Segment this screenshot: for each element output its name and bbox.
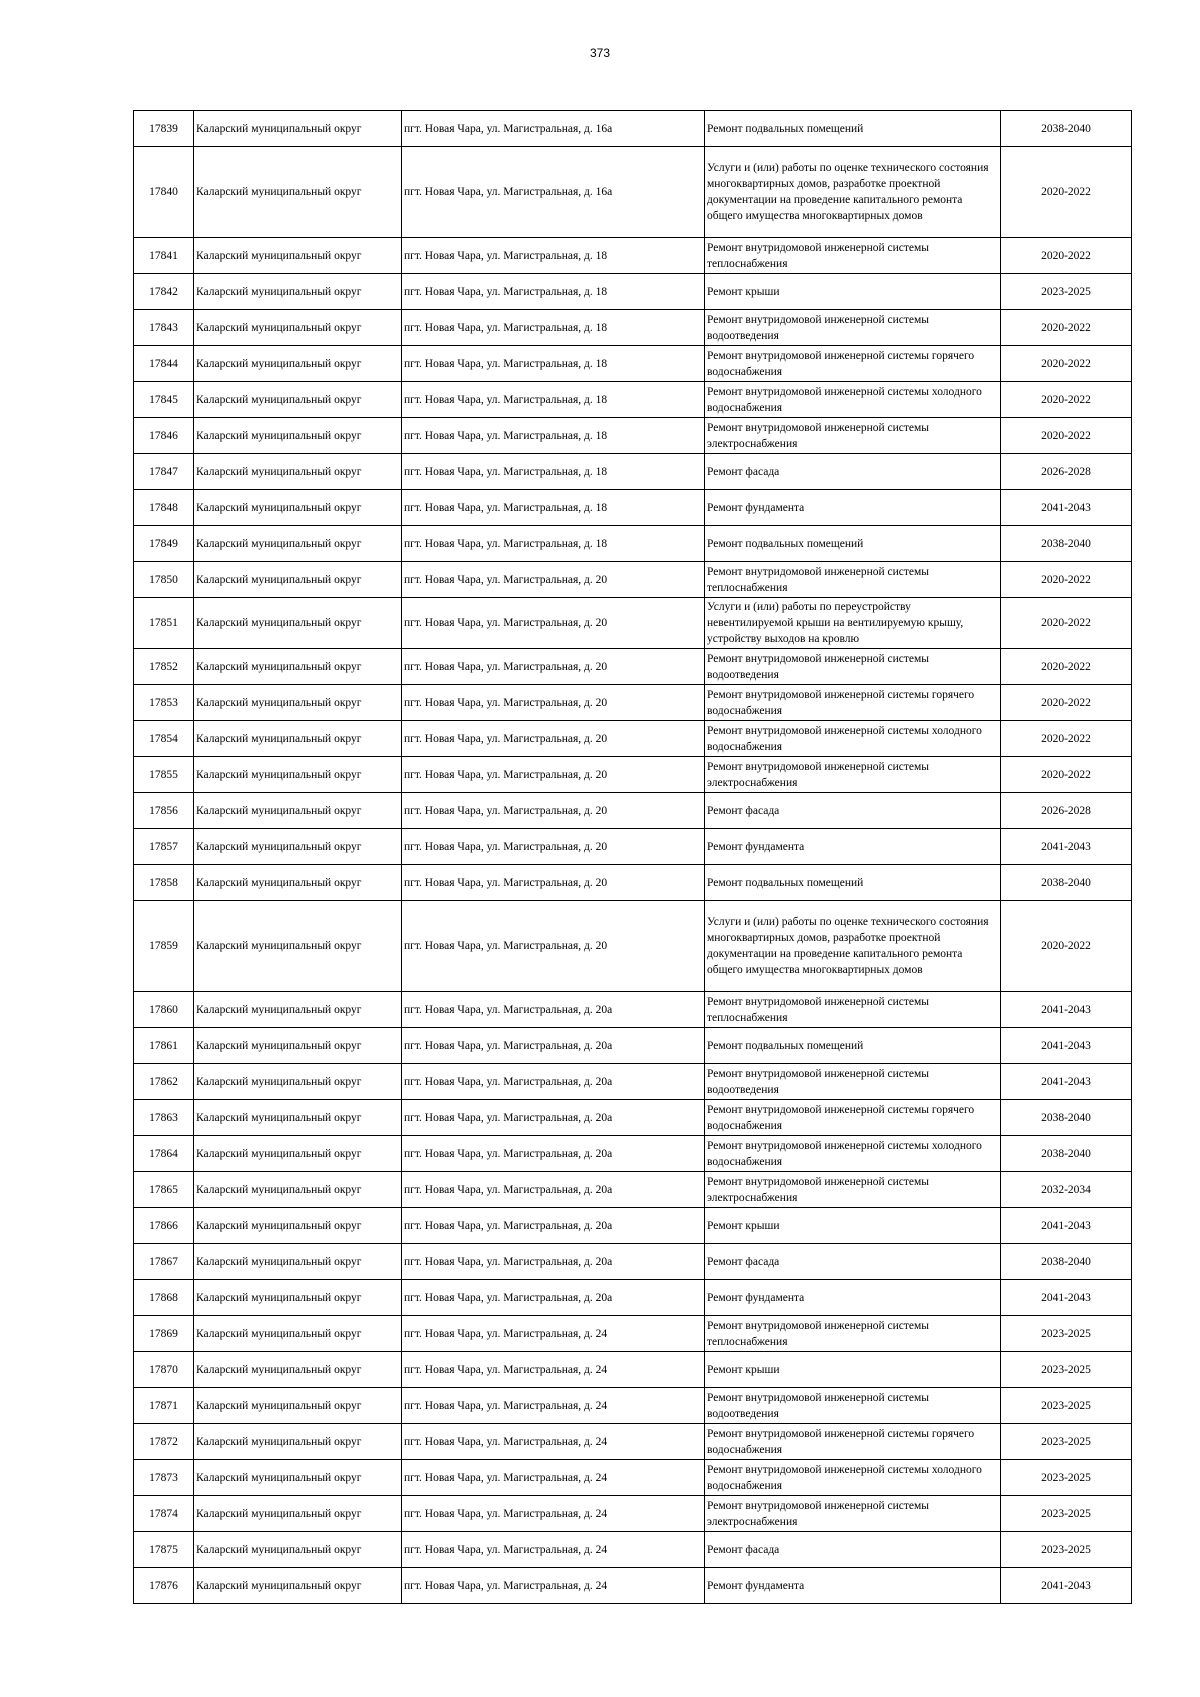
address-cell: пгт. Новая Чара, ул. Магистральная, д. 20а xyxy=(402,992,705,1028)
district-cell: Каларский муниципальный округ xyxy=(194,1244,402,1280)
table-row xyxy=(134,310,1132,346)
period-cell: 2026-2028 xyxy=(1001,454,1132,490)
address-cell: пгт. Новая Чара, ул. Магистральная, д. 18 xyxy=(402,490,705,526)
district-cell: Каларский муниципальный округ xyxy=(194,526,402,562)
row-number: 17856 xyxy=(134,793,194,829)
address-cell: пгт. Новая Чара, ул. Магистральная, д. 18 xyxy=(402,526,705,562)
row-number: 17853 xyxy=(134,685,194,721)
district-cell: Каларский муниципальный округ xyxy=(194,1532,402,1568)
row-number: 17858 xyxy=(134,865,194,901)
district-cell: Каларский муниципальный округ xyxy=(194,147,402,238)
table-row xyxy=(134,346,1132,382)
table-row xyxy=(134,562,1132,598)
period-cell: 2038-2040 xyxy=(1001,865,1132,901)
work-type-cell: Ремонт фундамента xyxy=(705,1568,1001,1604)
period-cell: 2023-2025 xyxy=(1001,274,1132,310)
district-cell: Каларский муниципальный округ xyxy=(194,1136,402,1172)
table-row xyxy=(134,1064,1132,1100)
table-row xyxy=(134,793,1132,829)
district-cell: Каларский муниципальный округ xyxy=(194,793,402,829)
table-row xyxy=(134,454,1132,490)
row-number: 17857 xyxy=(134,829,194,865)
table-row xyxy=(134,274,1132,310)
work-type-cell: Ремонт внутридомовой инженерной системы водоотведения xyxy=(705,649,1001,685)
table-row xyxy=(134,1424,1132,1460)
period-cell: 2023-2025 xyxy=(1001,1388,1132,1424)
work-type-cell: Ремонт внутридомовой инженерной системы горячего водоснабжения xyxy=(705,685,1001,721)
district-cell: Каларский муниципальный округ xyxy=(194,274,402,310)
row-number: 17855 xyxy=(134,757,194,793)
work-type-cell: Ремонт фасада xyxy=(705,1532,1001,1568)
table-row xyxy=(134,992,1132,1028)
work-type-cell: Ремонт фасада xyxy=(705,1244,1001,1280)
district-cell: Каларский муниципальный округ xyxy=(194,562,402,598)
district-cell: Каларский муниципальный округ xyxy=(194,1388,402,1424)
row-number: 17842 xyxy=(134,274,194,310)
row-number: 17845 xyxy=(134,382,194,418)
table-row xyxy=(134,490,1132,526)
address-cell: пгт. Новая Чара, ул. Магистральная, д. 20 xyxy=(402,901,705,992)
period-cell: 2041-2043 xyxy=(1001,490,1132,526)
page-number: 373 xyxy=(589,46,611,60)
work-type-cell: Ремонт внутридомовой инженерной системы горячего водоснабжения xyxy=(705,346,1001,382)
row-number: 17844 xyxy=(134,346,194,382)
period-cell: 2020-2022 xyxy=(1001,418,1132,454)
district-cell: Каларский муниципальный округ xyxy=(194,382,402,418)
table-row xyxy=(134,1532,1132,1568)
period-cell: 2041-2043 xyxy=(1001,1064,1132,1100)
period-cell: 2023-2025 xyxy=(1001,1424,1132,1460)
address-cell: пгт. Новая Чара, ул. Магистральная, д. 20а xyxy=(402,1244,705,1280)
work-type-cell: Ремонт внутридомовой инженерной системы холодного водоснабжения xyxy=(705,1460,1001,1496)
table-body xyxy=(134,111,1132,1604)
table-row xyxy=(134,901,1132,992)
address-cell: пгт. Новая Чара, ул. Магистральная, д. 24 xyxy=(402,1316,705,1352)
work-type-cell: Ремонт внутридомовой инженерной системы электроснабжения xyxy=(705,757,1001,793)
district-cell: Каларский муниципальный округ xyxy=(194,1172,402,1208)
row-number: 17876 xyxy=(134,1568,194,1604)
district-cell: Каларский муниципальный округ xyxy=(194,1568,402,1604)
work-type-cell: Ремонт внутридомовой инженерной системы холодного водоснабжения xyxy=(705,1136,1001,1172)
address-cell: пгт. Новая Чара, ул. Магистральная, д. 16а xyxy=(402,147,705,238)
district-cell: Каларский муниципальный округ xyxy=(194,418,402,454)
work-type-cell: Ремонт внутридомовой инженерной системы холодного водоснабжения xyxy=(705,382,1001,418)
table-row xyxy=(134,147,1132,238)
address-cell: пгт. Новая Чара, ул. Магистральная, д. 18 xyxy=(402,346,705,382)
table-row xyxy=(134,238,1132,274)
row-number: 17846 xyxy=(134,418,194,454)
table-row xyxy=(134,649,1132,685)
period-cell: 2041-2043 xyxy=(1001,1280,1132,1316)
work-type-cell: Ремонт внутридомовой инженерной системы горячего водоснабжения xyxy=(705,1424,1001,1460)
table-row xyxy=(134,865,1132,901)
district-cell: Каларский муниципальный округ xyxy=(194,865,402,901)
district-cell: Каларский муниципальный округ xyxy=(194,649,402,685)
row-number: 17861 xyxy=(134,1028,194,1064)
district-cell: Каларский муниципальный округ xyxy=(194,992,402,1028)
row-number: 17865 xyxy=(134,1172,194,1208)
row-number: 17839 xyxy=(134,111,194,147)
district-cell: Каларский муниципальный округ xyxy=(194,1460,402,1496)
district-cell: Каларский муниципальный округ xyxy=(194,1316,402,1352)
work-type-cell: Ремонт фундамента xyxy=(705,1280,1001,1316)
period-cell: 2020-2022 xyxy=(1001,310,1132,346)
row-number: 17850 xyxy=(134,562,194,598)
work-type-cell: Ремонт фасада xyxy=(705,454,1001,490)
district-cell: Каларский муниципальный округ xyxy=(194,454,402,490)
table-row xyxy=(134,1280,1132,1316)
row-number: 17840 xyxy=(134,147,194,238)
period-cell: 2038-2040 xyxy=(1001,1136,1132,1172)
address-cell: пгт. Новая Чара, ул. Магистральная, д. 24 xyxy=(402,1532,705,1568)
row-number: 17851 xyxy=(134,598,194,649)
work-type-cell: Ремонт крыши xyxy=(705,1352,1001,1388)
table-row xyxy=(134,685,1132,721)
work-type-cell: Ремонт внутридомовой инженерной системы электроснабжения xyxy=(705,1172,1001,1208)
work-type-cell: Ремонт подвальных помещений xyxy=(705,526,1001,562)
row-number: 17848 xyxy=(134,490,194,526)
period-cell: 2038-2040 xyxy=(1001,526,1132,562)
table-row xyxy=(134,1028,1132,1064)
period-cell: 2038-2040 xyxy=(1001,111,1132,147)
address-cell: пгт. Новая Чара, ул. Магистральная, д. 20 xyxy=(402,793,705,829)
row-number: 17847 xyxy=(134,454,194,490)
work-type-cell: Ремонт фундамента xyxy=(705,490,1001,526)
work-type-cell: Ремонт внутридомовой инженерной системы холодного водоснабжения xyxy=(705,721,1001,757)
row-number: 17864 xyxy=(134,1136,194,1172)
address-cell: пгт. Новая Чара, ул. Магистральная, д. 24 xyxy=(402,1460,705,1496)
work-type-cell: Ремонт крыши xyxy=(705,274,1001,310)
address-cell: пгт. Новая Чара, ул. Магистральная, д. 20а xyxy=(402,1280,705,1316)
table-row xyxy=(134,757,1132,793)
period-cell: 2020-2022 xyxy=(1001,901,1132,992)
table-row xyxy=(134,598,1132,649)
work-type-cell: Ремонт внутридомовой инженерной системы водоотведения xyxy=(705,1388,1001,1424)
district-cell: Каларский муниципальный округ xyxy=(194,1352,402,1388)
table-row xyxy=(134,1172,1132,1208)
period-cell: 2041-2043 xyxy=(1001,1208,1132,1244)
district-cell: Каларский муниципальный округ xyxy=(194,1208,402,1244)
work-type-cell: Ремонт фундамента xyxy=(705,829,1001,865)
address-cell: пгт. Новая Чара, ул. Магистральная, д. 18 xyxy=(402,238,705,274)
work-type-cell: Ремонт внутридомовой инженерной системы электроснабжения xyxy=(705,418,1001,454)
address-cell: пгт. Новая Чара, ул. Магистральная, д. 20а xyxy=(402,1028,705,1064)
district-cell: Каларский муниципальный округ xyxy=(194,1280,402,1316)
district-cell: Каларский муниципальный округ xyxy=(194,238,402,274)
work-type-cell: Ремонт фасада xyxy=(705,793,1001,829)
period-cell: 2020-2022 xyxy=(1001,562,1132,598)
row-number: 17870 xyxy=(134,1352,194,1388)
address-cell: пгт. Новая Чара, ул. Магистральная, д. 20 xyxy=(402,562,705,598)
district-cell: Каларский муниципальный округ xyxy=(194,1100,402,1136)
capital-repair-table xyxy=(133,110,1132,1604)
period-cell: 2041-2043 xyxy=(1001,1028,1132,1064)
period-cell: 2020-2022 xyxy=(1001,382,1132,418)
period-cell: 2041-2043 xyxy=(1001,829,1132,865)
row-number: 17843 xyxy=(134,310,194,346)
table-row xyxy=(134,829,1132,865)
period-cell: 2023-2025 xyxy=(1001,1352,1132,1388)
address-cell: пгт. Новая Чара, ул. Магистральная, д. 20а xyxy=(402,1064,705,1100)
address-cell: пгт. Новая Чара, ул. Магистральная, д. 18 xyxy=(402,418,705,454)
work-type-cell: Услуги и (или) работы по переустройству невентилируемой крыши на вентилируемую крышу, устройству выходов на кровлю xyxy=(705,598,1001,649)
table-row xyxy=(134,111,1132,147)
address-cell: пгт. Новая Чара, ул. Магистральная, д. 18 xyxy=(402,274,705,310)
row-number: 17874 xyxy=(134,1496,194,1532)
period-cell: 2023-2025 xyxy=(1001,1316,1132,1352)
work-type-cell: Ремонт внутридомовой инженерной системы теплоснабжения xyxy=(705,238,1001,274)
period-cell: 2041-2043 xyxy=(1001,1568,1132,1604)
district-cell: Каларский муниципальный округ xyxy=(194,346,402,382)
address-cell: пгт. Новая Чара, ул. Магистральная, д. 20 xyxy=(402,721,705,757)
work-type-cell: Ремонт подвальных помещений xyxy=(705,865,1001,901)
row-number: 17841 xyxy=(134,238,194,274)
row-number: 17872 xyxy=(134,1424,194,1460)
district-cell: Каларский муниципальный округ xyxy=(194,901,402,992)
table-row xyxy=(134,1316,1132,1352)
district-cell: Каларский муниципальный округ xyxy=(194,1028,402,1064)
period-cell: 2038-2040 xyxy=(1001,1100,1132,1136)
district-cell: Каларский муниципальный округ xyxy=(194,490,402,526)
work-type-cell: Ремонт крыши xyxy=(705,1208,1001,1244)
table-row xyxy=(134,1100,1132,1136)
district-cell: Каларский муниципальный округ xyxy=(194,721,402,757)
row-number: 17860 xyxy=(134,992,194,1028)
address-cell: пгт. Новая Чара, ул. Магистральная, д. 18 xyxy=(402,310,705,346)
period-cell: 2023-2025 xyxy=(1001,1460,1132,1496)
period-cell: 2020-2022 xyxy=(1001,721,1132,757)
period-cell: 2020-2022 xyxy=(1001,346,1132,382)
district-cell: Каларский муниципальный округ xyxy=(194,685,402,721)
table-row xyxy=(134,1496,1132,1532)
work-type-cell: Ремонт подвальных помещений xyxy=(705,111,1001,147)
district-cell: Каларский муниципальный округ xyxy=(194,1424,402,1460)
work-type-cell: Услуги и (или) работы по оценке технического состояния многоквартирных домов, разработке проектной документации на проведение капитального ремонта общего имущества многоквартирных домов xyxy=(705,901,1001,992)
table-row xyxy=(134,1208,1132,1244)
work-type-cell: Ремонт внутридомовой инженерной системы водоотведения xyxy=(705,310,1001,346)
address-cell: пгт. Новая Чара, ул. Магистральная, д. 24 xyxy=(402,1568,705,1604)
district-cell: Каларский муниципальный округ xyxy=(194,310,402,346)
district-cell: Каларский муниципальный округ xyxy=(194,598,402,649)
table-row xyxy=(134,418,1132,454)
work-type-cell: Ремонт внутридомовой инженерной системы водоотведения xyxy=(705,1064,1001,1100)
row-number: 17862 xyxy=(134,1064,194,1100)
address-cell: пгт. Новая Чара, ул. Магистральная, д. 20 xyxy=(402,685,705,721)
address-cell: пгт. Новая Чара, ул. Магистральная, д. 24 xyxy=(402,1388,705,1424)
address-cell: пгт. Новая Чара, ул. Магистральная, д. 20а xyxy=(402,1172,705,1208)
table-row xyxy=(134,721,1132,757)
address-cell: пгт. Новая Чара, ул. Магистральная, д. 18 xyxy=(402,382,705,418)
period-cell: 2023-2025 xyxy=(1001,1532,1132,1568)
row-number: 17866 xyxy=(134,1208,194,1244)
work-type-cell: Ремонт подвальных помещений xyxy=(705,1028,1001,1064)
address-cell: пгт. Новая Чара, ул. Магистральная, д. 20а xyxy=(402,1208,705,1244)
row-number: 17871 xyxy=(134,1388,194,1424)
address-cell: пгт. Новая Чара, ул. Магистральная, д. 20 xyxy=(402,757,705,793)
period-cell: 2041-2043 xyxy=(1001,992,1132,1028)
address-cell: пгт. Новая Чара, ул. Магистральная, д. 24 xyxy=(402,1352,705,1388)
period-cell: 2020-2022 xyxy=(1001,147,1132,238)
address-cell: пгт. Новая Чара, ул. Магистральная, д. 20 xyxy=(402,598,705,649)
district-cell: Каларский муниципальный округ xyxy=(194,1496,402,1532)
row-number: 17868 xyxy=(134,1280,194,1316)
period-cell: 2026-2028 xyxy=(1001,793,1132,829)
district-cell: Каларский муниципальный округ xyxy=(194,111,402,147)
period-cell: 2020-2022 xyxy=(1001,649,1132,685)
row-number: 17852 xyxy=(134,649,194,685)
row-number: 17873 xyxy=(134,1460,194,1496)
table-row xyxy=(134,1568,1132,1604)
work-type-cell: Услуги и (или) работы по оценке технического состояния многоквартирных домов, разработке проектной документации на проведение капитального ремонта общего имущества многоквартирных домов xyxy=(705,147,1001,238)
row-number: 17859 xyxy=(134,901,194,992)
address-cell: пгт. Новая Чара, ул. Магистральная, д. 20а xyxy=(402,1100,705,1136)
table-row xyxy=(134,1460,1132,1496)
address-cell: пгт. Новая Чара, ул. Магистральная, д. 20 xyxy=(402,649,705,685)
table-row xyxy=(134,1136,1132,1172)
period-cell: 2023-2025 xyxy=(1001,1496,1132,1532)
period-cell: 2020-2022 xyxy=(1001,685,1132,721)
address-cell: пгт. Новая Чара, ул. Магистральная, д. 24 xyxy=(402,1496,705,1532)
address-cell: пгт. Новая Чара, ул. Магистральная, д. 18 xyxy=(402,454,705,490)
address-cell: пгт. Новая Чара, ул. Магистральная, д. 20 xyxy=(402,829,705,865)
row-number: 17867 xyxy=(134,1244,194,1280)
address-cell: пгт. Новая Чара, ул. Магистральная, д. 16а xyxy=(402,111,705,147)
row-number: 17875 xyxy=(134,1532,194,1568)
district-cell: Каларский муниципальный округ xyxy=(194,1064,402,1100)
work-type-cell: Ремонт внутридомовой инженерной системы теплоснабжения xyxy=(705,1316,1001,1352)
table-row xyxy=(134,526,1132,562)
work-type-cell: Ремонт внутридомовой инженерной системы теплоснабжения xyxy=(705,992,1001,1028)
address-cell: пгт. Новая Чара, ул. Магистральная, д. 20а xyxy=(402,1136,705,1172)
work-type-cell: Ремонт внутридомовой инженерной системы горячего водоснабжения xyxy=(705,1100,1001,1136)
table-row xyxy=(134,1244,1132,1280)
table-row xyxy=(134,382,1132,418)
period-cell: 2032-2034 xyxy=(1001,1172,1132,1208)
work-type-cell: Ремонт внутридомовой инженерной системы теплоснабжения xyxy=(705,562,1001,598)
table-row xyxy=(134,1352,1132,1388)
district-cell: Каларский муниципальный округ xyxy=(194,829,402,865)
row-number: 17869 xyxy=(134,1316,194,1352)
period-cell: 2020-2022 xyxy=(1001,598,1132,649)
period-cell: 2020-2022 xyxy=(1001,238,1132,274)
period-cell: 2020-2022 xyxy=(1001,757,1132,793)
work-type-cell: Ремонт внутридомовой инженерной системы электроснабжения xyxy=(705,1496,1001,1532)
period-cell: 2038-2040 xyxy=(1001,1244,1132,1280)
table-row xyxy=(134,1388,1132,1424)
address-cell: пгт. Новая Чара, ул. Магистральная, д. 20 xyxy=(402,865,705,901)
row-number: 17854 xyxy=(134,721,194,757)
row-number: 17849 xyxy=(134,526,194,562)
address-cell: пгт. Новая Чара, ул. Магистральная, д. 24 xyxy=(402,1424,705,1460)
district-cell: Каларский муниципальный округ xyxy=(194,757,402,793)
row-number: 17863 xyxy=(134,1100,194,1136)
